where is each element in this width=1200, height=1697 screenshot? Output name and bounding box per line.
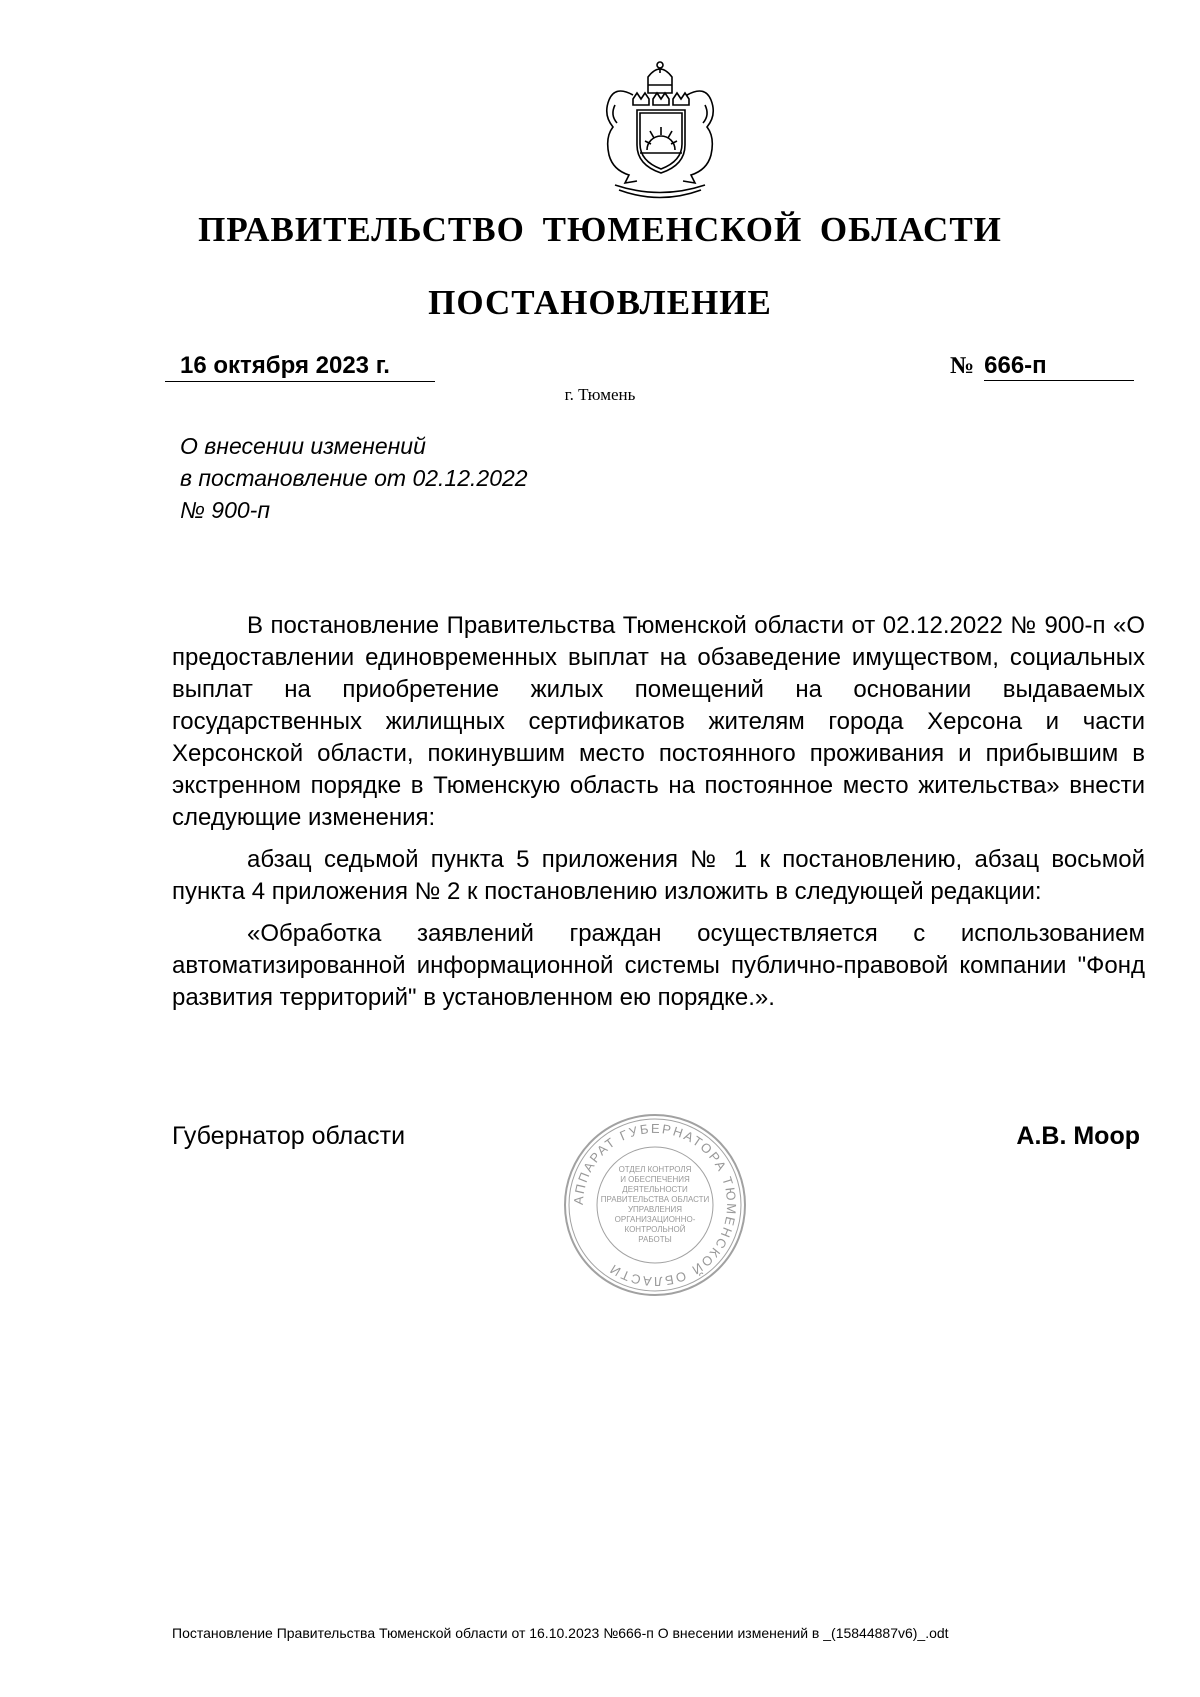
svg-text:РАБОТЫ: РАБОТЫ xyxy=(638,1235,672,1244)
svg-text:И ОБЕСПЕЧЕНИЯ: И ОБЕСПЕЧЕНИЯ xyxy=(620,1175,690,1184)
body-paragraph: «Обработка заявлений граждан осуществляется с использованием автоматизированной информационной системы публично-правовой компании "Фонд развития территорий" в установленном ею порядке.». xyxy=(172,920,1145,1011)
subject-block xyxy=(180,430,528,526)
document-number xyxy=(950,352,1134,382)
subject-line: О внесении изменений xyxy=(180,433,426,459)
number-value: 666-п xyxy=(984,352,1134,381)
number-sign: № xyxy=(950,353,975,379)
official-seal-icon xyxy=(560,1110,750,1300)
document-date: 16 октября 2023 г. xyxy=(165,352,435,382)
subject-line: № 900-п xyxy=(180,497,270,523)
svg-text:КОНТРОЛЬНОЙ: КОНТРОЛЬНОЙ xyxy=(624,1225,686,1234)
signatory-title: Губернатор области xyxy=(172,1122,406,1150)
body-text xyxy=(172,610,1145,1024)
government-title: ПРАВИТЕЛЬСТВО ТЮМЕНСКОЙ ОБЛАСТИ xyxy=(198,210,1002,249)
svg-text:ПРАВИТЕЛЬСТВА ОБЛАСТИ: ПРАВИТЕЛЬСТВА ОБЛАСТИ xyxy=(600,1195,710,1204)
svg-text:ДЕЯТЕЛЬНОСТИ: ДЕЯТЕЛЬНОСТИ xyxy=(622,1185,688,1194)
city: г. Тюмень xyxy=(564,385,636,404)
body-paragraph: В постановление Правительства Тюменской области от 02.12.2022 № 900-п «О предоставлении единовременных выплат на обзаведение имуществом, социальных выплат на приобретение жилых помещений на основании выдаваемых государственных жилищных сертификатов жителям города Херсона и части Херсонской области, покинувшим место постоянного проживания и прибывшим в экстренном порядке в Тюменскую область на постоянное место жительства» внести следующие изменения: xyxy=(172,612,1145,831)
svg-text:ОТДЕЛ КОНТРОЛЯ: ОТДЕЛ КОНТРОЛЯ xyxy=(618,1165,692,1174)
footer-filename: Постановление Правительства Тюменской области от 16.10.2023 №666-п О внесении изменений в _(15844887v6)_.odt xyxy=(172,1625,949,1641)
svg-text:УПРАВЛЕНИЯ: УПРАВЛЕНИЯ xyxy=(627,1205,683,1214)
subject-line: в постановление от 02.12.2022 xyxy=(180,465,528,491)
svg-text:ОРГАНИЗАЦИОННО-: ОРГАНИЗАЦИОННО- xyxy=(614,1215,696,1224)
coat-of-arms-icon xyxy=(585,55,735,205)
document-type-title: ПОСТАНОВЛЕНИЕ xyxy=(428,283,772,322)
seal-ring-text: АППАРАТ ГУБЕРНАТОРА ТЮМЕНСКОЙ ОБЛАСТИ xyxy=(570,1120,740,1290)
signatory-name: А.В. Моор xyxy=(1016,1122,1140,1150)
body-paragraph: абзац седьмой пункта 5 приложения № 1 к постановлению, абзац восьмой пункта 4 приложения № 2 к постановлению изложить в следующей редакции: xyxy=(172,846,1145,905)
